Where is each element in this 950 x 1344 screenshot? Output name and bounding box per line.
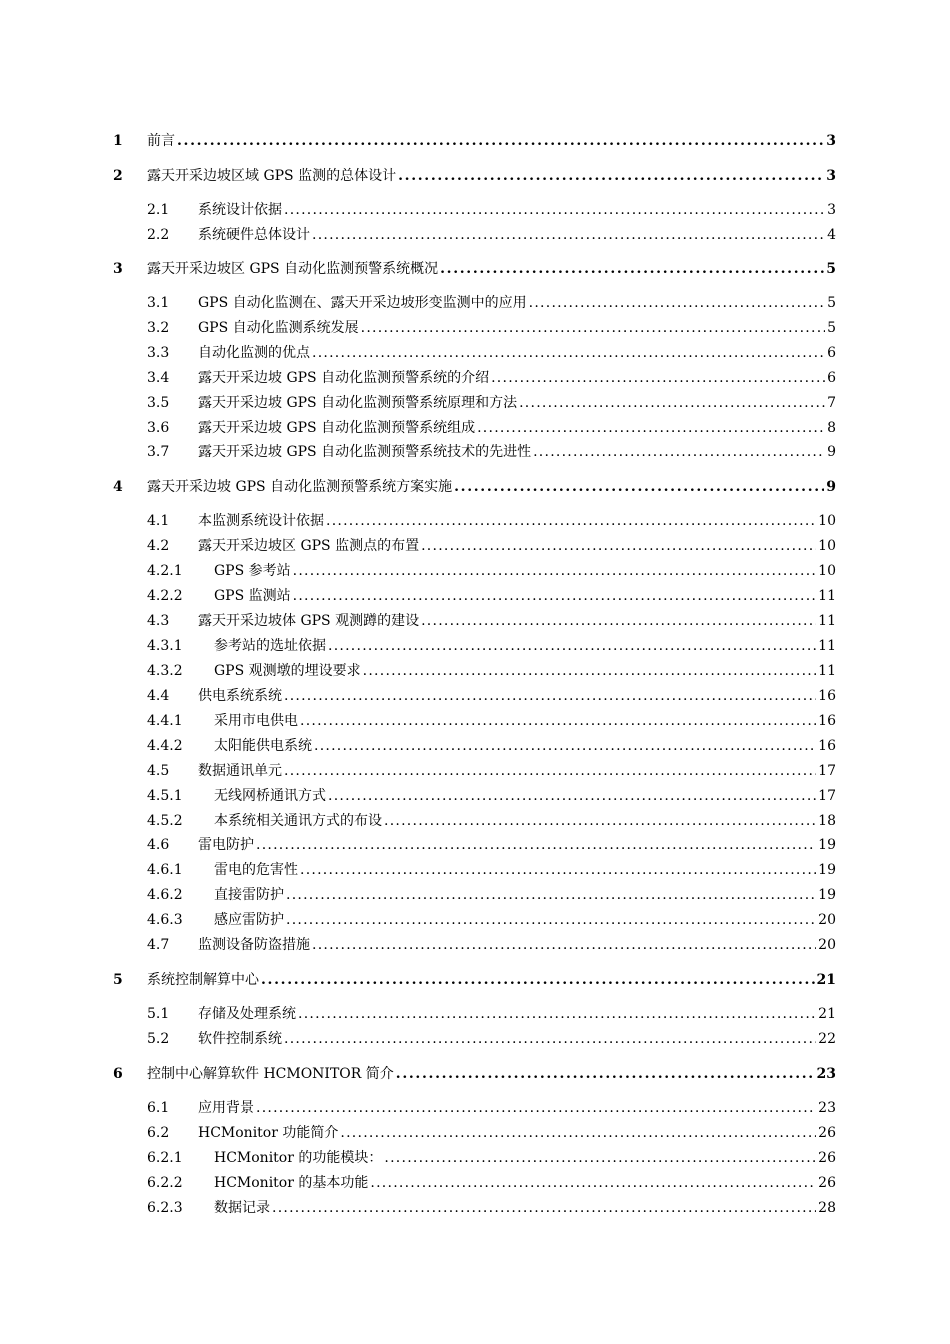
toc-entry-page: 9	[827, 444, 836, 460]
toc-entry-number: 2.2	[147, 227, 170, 243]
toc-entry[interactable]	[147, 834, 836, 854]
toc-entry-number: 3.5	[147, 395, 170, 411]
toc-entry-page: 20	[818, 912, 836, 928]
toc-entry-title: GPS 监测站	[214, 588, 291, 604]
toc-entry-title: 前言	[147, 133, 175, 149]
toc-entry-page: 11	[818, 588, 836, 604]
toc-entry[interactable]	[147, 342, 836, 362]
toc-dot-leader	[261, 972, 815, 988]
toc-entry[interactable]	[147, 392, 836, 412]
toc-dot-leader	[286, 912, 816, 928]
toc-entry-title: 雷电的危害性	[214, 862, 298, 878]
toc-entry-number: 6.2	[147, 1125, 170, 1141]
toc-entry[interactable]	[147, 685, 836, 705]
toc-dot-leader	[398, 168, 824, 184]
toc-entry-title: GPS 自动化监测在、露天开采边坡形变监测中的应用	[198, 295, 527, 311]
toc-dot-leader	[384, 1150, 816, 1166]
toc-dot-leader	[363, 663, 817, 679]
toc-entry-title: 采用市电供电	[214, 713, 298, 729]
toc-entry-number: 4.2	[147, 538, 170, 554]
toc-entry-number: 3	[113, 261, 123, 277]
toc-entry-number: 6.1	[147, 1100, 170, 1116]
toc-entry-page: 11	[818, 663, 836, 679]
toc-entry[interactable]	[147, 1197, 836, 1217]
toc-entry[interactable]	[147, 292, 836, 312]
toc-entry-page: 4	[827, 227, 836, 243]
toc-entry[interactable]	[147, 785, 836, 805]
toc-dot-leader	[272, 1200, 816, 1216]
toc-dot-leader	[293, 588, 817, 604]
toc-entry-page: 28	[818, 1200, 836, 1216]
toc-entry-page: 6	[827, 345, 836, 361]
toc-entry-page: 26	[818, 1175, 836, 1191]
toc-entry-number: 2	[113, 168, 123, 184]
toc-entry-title: 存储及处理系统	[198, 1006, 296, 1022]
toc-entry-title: 数据通讯单元	[198, 763, 282, 779]
toc-entry-page: 21	[816, 972, 836, 988]
toc-entry[interactable]	[147, 510, 836, 530]
toc-entry-number: 3.4	[147, 370, 170, 386]
toc-dot-leader	[256, 1100, 816, 1116]
toc-entry-title: 太阳能供电系统	[214, 738, 312, 754]
toc-entry-title: 露天开采边坡 GPS 自动化监测预警系统方案实施	[147, 479, 453, 495]
toc-entry-title: 露天开采边坡 GPS 自动化监测预警系统组成	[198, 420, 476, 436]
toc-entry-number: 3.2	[147, 320, 170, 336]
toc-entry[interactable]	[113, 476, 836, 496]
toc-entry[interactable]	[147, 1097, 836, 1117]
toc-entry-number: 4.4.2	[147, 738, 183, 754]
toc-entry-number: 3.3	[147, 345, 170, 361]
toc-entry-page: 17	[818, 763, 836, 779]
toc-entry-title: 露天开采边坡 GPS 自动化监测预警系统原理和方法	[198, 395, 518, 411]
toc-entry-page: 16	[818, 738, 836, 754]
toc-entry-title: 参考站的选址依据	[214, 638, 326, 654]
toc-entry-title: 感应雷防护	[214, 912, 284, 928]
toc-entry-title: GPS 观测墩的埋设要求	[214, 663, 361, 679]
toc-entry[interactable]	[147, 560, 836, 580]
toc-entry[interactable]	[147, 660, 836, 680]
toc-entry-number: 4.6.3	[147, 912, 183, 928]
toc-entry-page: 11	[818, 638, 836, 654]
toc-entry-number: 4.3.1	[147, 638, 183, 654]
toc-entry-page: 19	[818, 887, 836, 903]
toc-entry-title: 本监测系统设计依据	[198, 513, 324, 529]
toc-entry-title: 露天开采边坡区 GPS 自动化监测预警系统概况	[147, 261, 439, 277]
toc-dot-leader	[421, 538, 816, 554]
toc-dot-leader	[491, 370, 825, 386]
toc-entry-title: 露天开采边坡 GPS 自动化监测预警系统技术的先进性	[198, 444, 532, 460]
toc-dot-leader	[284, 1031, 816, 1047]
toc-dot-leader	[284, 688, 816, 704]
toc-dot-leader	[284, 763, 816, 779]
toc-entry-page: 17	[818, 788, 836, 804]
toc-entry-page: 19	[818, 862, 836, 878]
toc-dot-leader	[312, 227, 825, 243]
toc-entry-title: 应用背景	[198, 1100, 254, 1116]
toc-entry-title: HCMonitor 的基本功能	[214, 1175, 369, 1191]
toc-dot-leader	[340, 1125, 816, 1141]
toc-entry[interactable]	[147, 1147, 836, 1167]
toc-entry[interactable]	[147, 909, 836, 929]
toc-entry-number: 6	[113, 1066, 123, 1082]
toc-entry-number: 3.1	[147, 295, 170, 311]
toc-entry-page: 21	[818, 1006, 836, 1022]
toc-dot-leader	[454, 479, 824, 495]
toc-entry[interactable]	[147, 199, 836, 219]
toc-entry-page: 10	[818, 538, 836, 554]
toc-entry-page: 7	[827, 395, 836, 411]
toc-entry-page: 3	[826, 168, 836, 184]
toc-entry-title: 自动化监测的优点	[198, 345, 310, 361]
toc-dot-leader	[328, 638, 816, 654]
toc-dot-leader	[529, 295, 825, 311]
toc-entry-number: 6.2.1	[147, 1150, 183, 1166]
toc-entry[interactable]	[147, 1028, 836, 1048]
toc-dot-leader	[300, 862, 816, 878]
toc-entry[interactable]	[147, 224, 836, 244]
toc-entry[interactable]	[147, 317, 836, 337]
toc-dot-leader	[328, 788, 816, 804]
toc-entry[interactable]	[147, 710, 836, 730]
toc-entry-number: 5	[113, 972, 123, 988]
toc-entry-number: 3.6	[147, 420, 170, 436]
toc-entry[interactable]	[147, 735, 836, 755]
toc-dot-leader	[519, 395, 825, 411]
toc-entry-page: 18	[818, 813, 836, 829]
toc-entry-title: 直接雷防护	[214, 887, 284, 903]
toc-entry-number: 4.2.2	[147, 588, 183, 604]
toc-dot-leader	[440, 261, 824, 277]
toc-entry-title: GPS 参考站	[214, 563, 291, 579]
toc-entry-number: 4.5	[147, 763, 170, 779]
toc-dot-leader	[177, 133, 824, 149]
toc-entry-title: 本系统相关通讯方式的布设	[214, 813, 382, 829]
toc-entry-title: 监测设备防盗措施	[198, 937, 310, 953]
toc-entry-title: 数据记录	[214, 1200, 270, 1216]
toc-entry-title: 供电系统系统	[198, 688, 282, 704]
toc-entry-page: 23	[818, 1100, 836, 1116]
toc-entry-page: 11	[818, 613, 836, 629]
toc-entry[interactable]	[147, 635, 836, 655]
toc-entry-number: 6.2.2	[147, 1175, 183, 1191]
toc-entry-number: 4.6.1	[147, 862, 183, 878]
toc-dot-leader	[361, 320, 825, 336]
toc-entry-page: 26	[818, 1125, 836, 1141]
toc-entry-title: 控制中心解算软件 HCMONITOR 简介	[147, 1066, 394, 1082]
toc-entry[interactable]	[147, 1003, 836, 1023]
toc-entry-page: 10	[818, 513, 836, 529]
toc-entry-title: 雷电防护	[198, 837, 254, 853]
toc-entry[interactable]	[147, 535, 836, 555]
toc-dot-leader	[286, 887, 816, 903]
toc-entry-number: 4	[113, 479, 123, 495]
toc-entry[interactable]	[147, 610, 836, 630]
toc-dot-leader	[421, 613, 816, 629]
toc-entry[interactable]	[147, 884, 836, 904]
toc-entry-page: 3	[827, 202, 836, 218]
toc-entry-number: 4.6.2	[147, 887, 183, 903]
toc-entry[interactable]	[147, 441, 836, 461]
toc-entry[interactable]	[113, 258, 836, 278]
toc-dot-leader	[326, 513, 816, 529]
toc-entry[interactable]	[113, 1063, 836, 1083]
toc-entry-number: 4.4.1	[147, 713, 183, 729]
toc-entry-title: 系统控制解算中心	[147, 972, 259, 988]
toc-entry[interactable]	[147, 1122, 836, 1142]
toc-entry-number: 3.7	[147, 444, 170, 460]
toc-entry-page: 9	[826, 479, 836, 495]
toc-dot-leader	[384, 813, 816, 829]
toc-entry-page: 22	[818, 1031, 836, 1047]
toc-entry-page: 5	[827, 295, 836, 311]
toc-entry-page: 20	[818, 937, 836, 953]
toc-entry-number: 4.1	[147, 513, 170, 529]
toc-entry-page: 23	[816, 1066, 836, 1082]
toc-entry-number: 4.4	[147, 688, 170, 704]
toc-entry-number: 4.6	[147, 837, 170, 853]
toc-entry-page: 10	[818, 563, 836, 579]
toc-entry[interactable]	[147, 859, 836, 879]
toc-entry-number: 4.5.2	[147, 813, 183, 829]
toc-entry-title: HCMonitor 功能简介	[198, 1125, 339, 1141]
toc-entry[interactable]	[113, 165, 836, 185]
toc-entry-title: 露天开采边坡区 GPS 监测点的布置	[198, 538, 420, 554]
toc-dot-leader	[300, 713, 816, 729]
toc-entry-title: 露天开采边坡区域 GPS 监测的总体设计	[147, 168, 397, 184]
toc-dot-leader	[293, 563, 817, 579]
toc-entry-page: 16	[818, 713, 836, 729]
toc-entry[interactable]	[147, 760, 836, 780]
toc-entry-title: 系统设计依据	[198, 202, 282, 218]
toc-entry-title: 露天开采边坡体 GPS 观测蹲的建设	[198, 613, 420, 629]
toc-entry-page: 8	[827, 420, 836, 436]
toc-entry-number: 6.2.3	[147, 1200, 183, 1216]
toc-entry-number: 4.3	[147, 613, 170, 629]
toc-dot-leader	[314, 738, 816, 754]
toc-entry-title: HCMonitor 的功能模块：	[214, 1150, 383, 1166]
toc-entry-number: 1	[113, 133, 123, 149]
toc-entry-title: 系统硬件总体设计	[198, 227, 310, 243]
toc-entry-title: 露天开采边坡 GPS 自动化监测预警系统的介绍	[198, 370, 490, 386]
toc-entry[interactable]	[113, 969, 836, 989]
toc-entry-page: 6	[827, 370, 836, 386]
toc-entry[interactable]	[147, 367, 836, 387]
toc-dot-leader	[312, 345, 825, 361]
toc-entry[interactable]	[147, 934, 836, 954]
toc-entry[interactable]	[113, 130, 836, 150]
toc-dot-leader	[533, 444, 825, 460]
toc-entry-number: 5.1	[147, 1006, 170, 1022]
toc-dot-leader	[396, 1066, 815, 1082]
toc-entry-page: 19	[818, 837, 836, 853]
toc-entry-page: 3	[826, 133, 836, 149]
toc-entry-page: 5	[827, 320, 836, 336]
toc-dot-leader	[256, 837, 816, 853]
toc-entry-number: 4.7	[147, 937, 170, 953]
toc-entry-number: 4.3.2	[147, 663, 183, 679]
toc-entry-page: 16	[818, 688, 836, 704]
toc-dot-leader	[312, 937, 816, 953]
toc-entry[interactable]	[147, 585, 836, 605]
toc-entry[interactable]	[147, 417, 836, 437]
toc-entry-page: 26	[818, 1150, 836, 1166]
toc-entry-title: 无线网桥通讯方式	[214, 788, 326, 804]
toc-dot-leader	[298, 1006, 816, 1022]
toc-dot-leader	[370, 1175, 816, 1191]
toc-entry-number: 4.5.1	[147, 788, 183, 804]
toc-entry-page: 5	[826, 261, 836, 277]
toc-entry[interactable]	[147, 1172, 836, 1192]
toc-entry-number: 4.2.1	[147, 563, 183, 579]
toc-entry-number: 2.1	[147, 202, 170, 218]
toc-entry-title: GPS 自动化监测系统发展	[198, 320, 359, 336]
toc-dot-leader	[284, 202, 825, 218]
toc-entry-number: 5.2	[147, 1031, 170, 1047]
toc-entry-title: 软件控制系统	[198, 1031, 282, 1047]
toc-dot-leader	[477, 420, 825, 436]
toc-entry[interactable]	[147, 810, 836, 830]
